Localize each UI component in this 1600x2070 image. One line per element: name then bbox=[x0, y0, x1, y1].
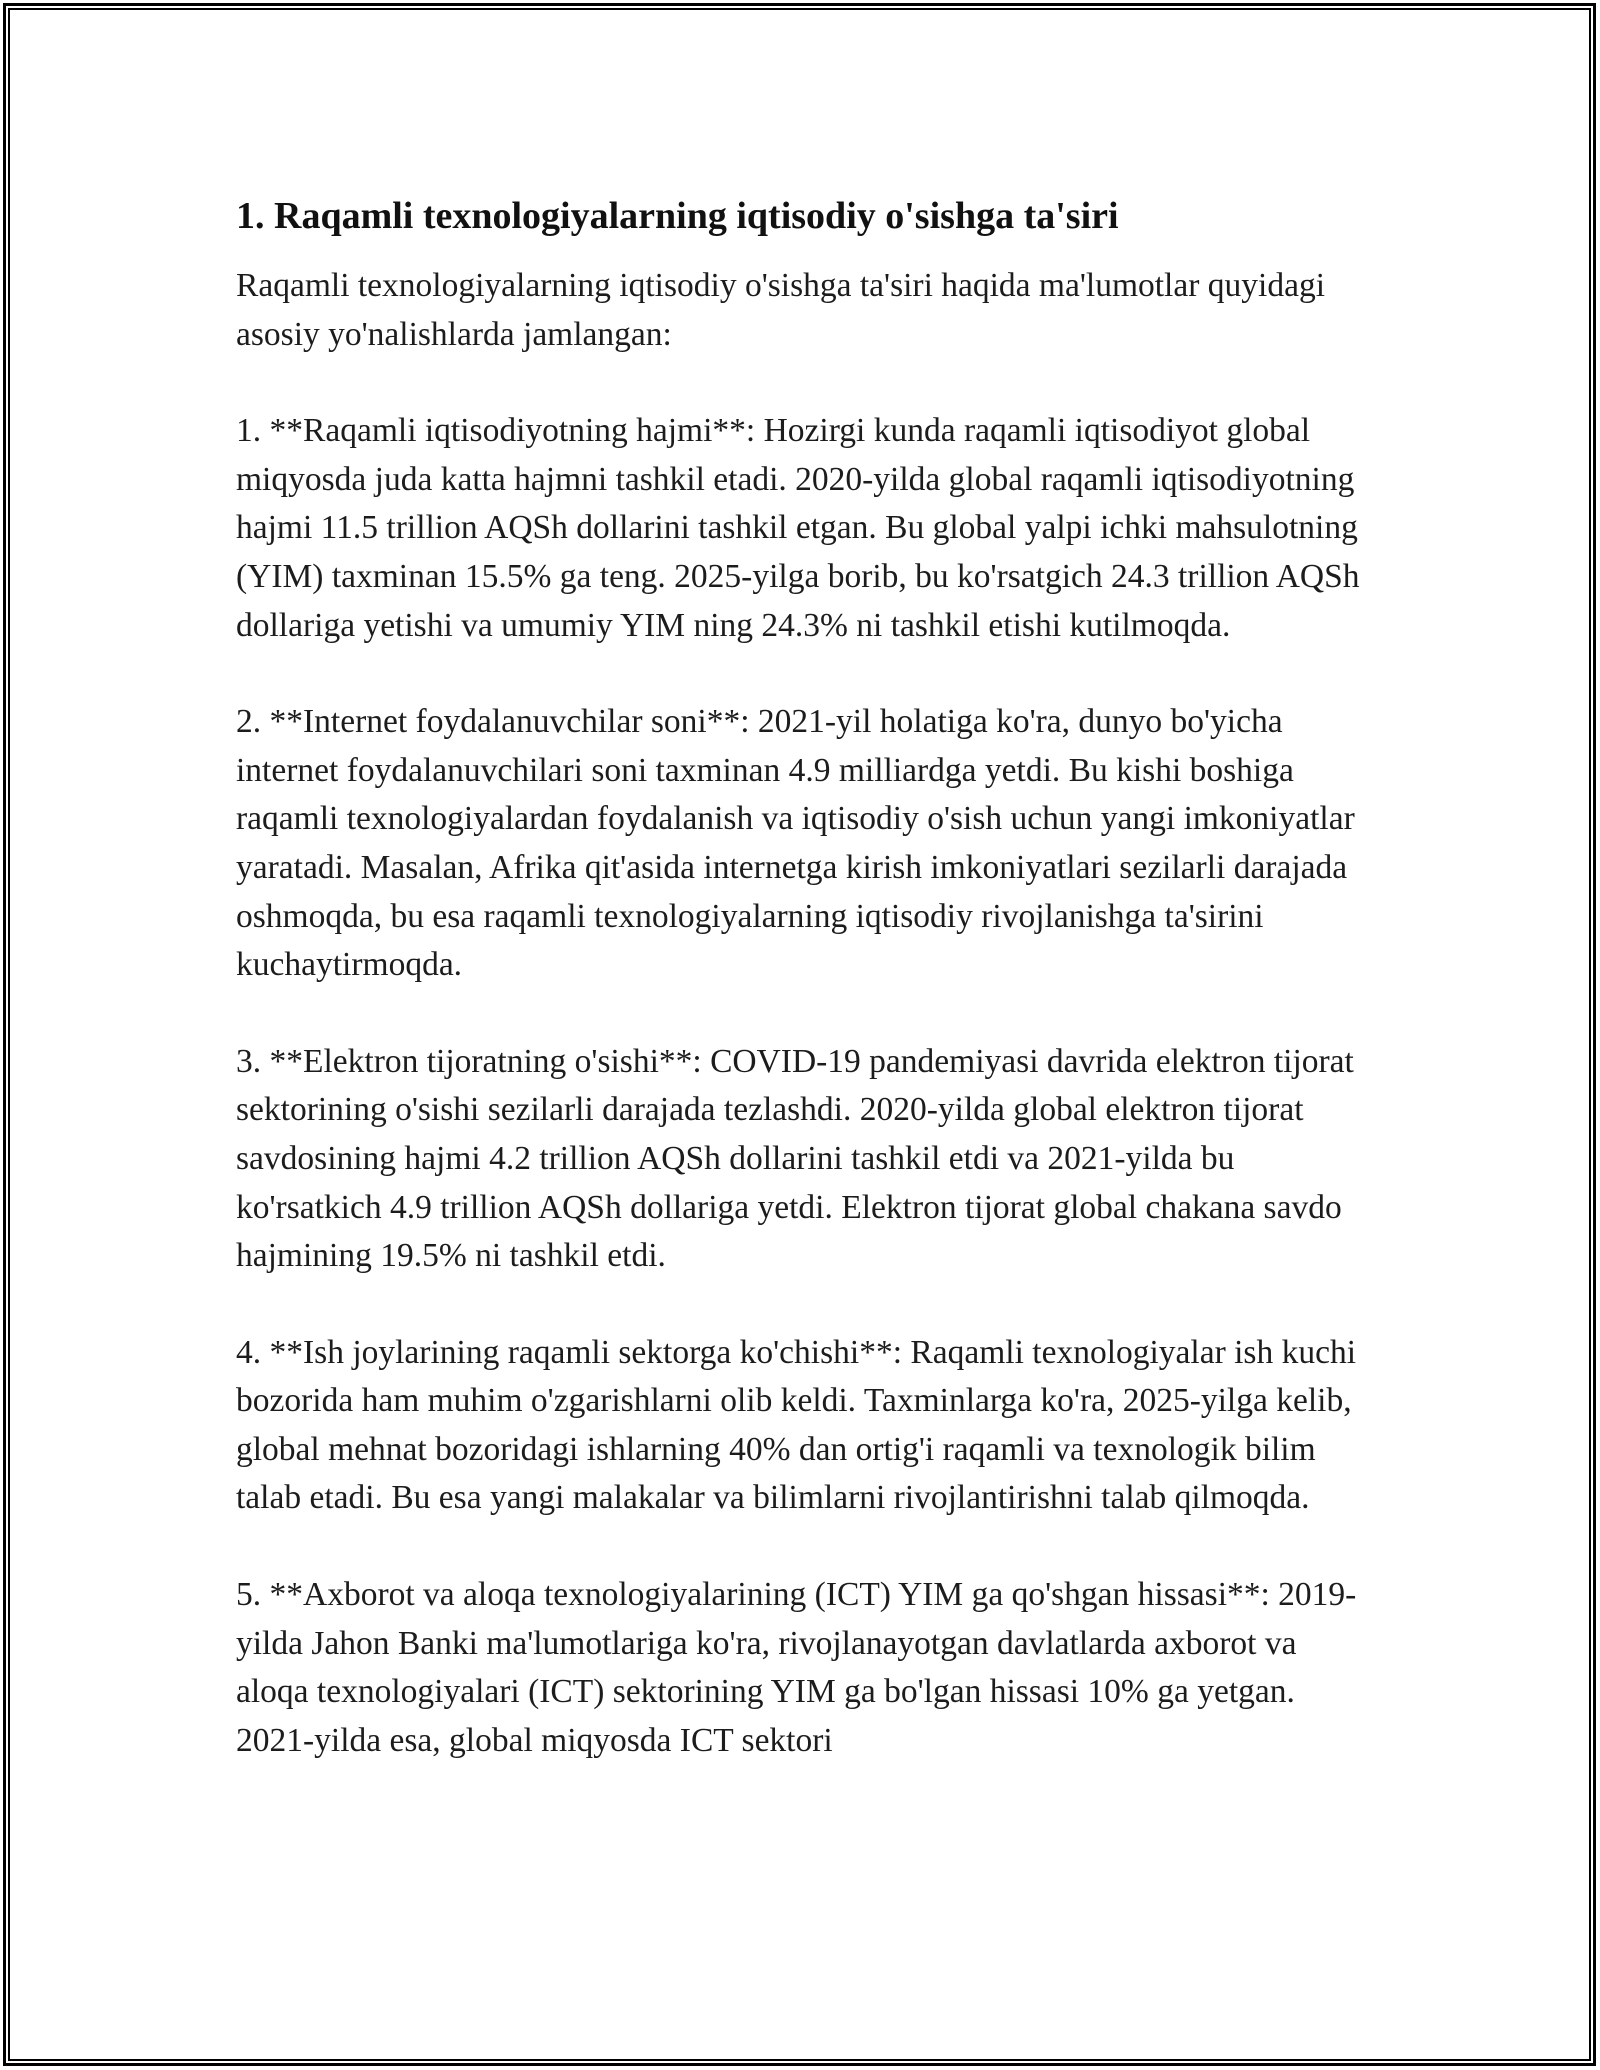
item-paragraph-4: 4. **Ish joylarining raqamli sektorga ko'chishi**: Raqamli texnologiyalar ish kuchi bozorida ham muhim o'zgarishlarni olib keldi. Taxminlarga ko'ra, 2025-yilga kelib, global mehnat bozoridagi ishlarning 40% dan ortig'i raqamli va texnologik bilim talab etadi. Bu esa yangi malakalar va bilimlarni rivojlantirishni talab qilmoqda. bbox=[236, 1333, 1357, 1517]
item-paragraph-1: 1. **Raqamli iqtisodiyotning hajmi**: Hozirgi kunda raqamli iqtisodiyot global miqyosda juda katta hajmni tashkil etadi. 2020-yilda global raqamli iqtisodiyotning hajmi 11.5 trillion AQSh dollarini tashkil etgan. Bu global yalpi ichki mahsulotning (YIM) taxminan 15.5% ga teng. 2025-yilga borib, bu ko'rsatgich 24.3 trillion AQSh dollariga yetishi va umumiy YIM ning 24.3% ni tashkil etishi kutilmoqda. bbox=[236, 412, 1360, 644]
document-body bbox=[236, 191, 1376, 1765]
intro-paragraph: Raqamli texnologiyalarning iqtisodiy o'sishga ta'siri haqida ma'lumotlar quyidagi asosiy yo'nalishlarda jamlangan: bbox=[236, 267, 1325, 353]
item-paragraph-5: 5. **Axborot va aloqa texnologiyalarining (ICT) YIM ga qo'shgan hissasi**: 2019-yilda Jahon Banki ma'lumotlariga ko'ra, rivojlanayotgan davlatlarda axborot va aloqa texnologiyalari (ICT) sektorining YIM ga bo'lgan hissasi 10% ga yetgan. 2021-yilda esa, global miqyosda ICT sektori bbox=[236, 1576, 1357, 1759]
item-paragraph-3: 3. **Elektron tijoratning o'sishi**: COVID-19 pandemiyasi davrida elektron tijorat sektorining o'sishi sezilarli darajada tezlashdi. 2020-yilda global elektron tijorat savdosining hajmi 4.2 trillion AQSh dollarini tashkil etdi va 2021-yilda bu ko'rsatkich 4.9 trillion AQSh dollariga yetdi. Elektron tijorat global chakana savdo hajmining 19.5% ni tashkil etdi. bbox=[236, 1042, 1354, 1275]
item-paragraph-2: 2. **Internet foydalanuvchilar soni**: 2021-yil holatiga ko'ra, dunyo bo'yicha internet foydalanuvchilari soni taxminan 4.9 milliardga yetdi. Bu kishi boshiga raqamli texnologiyalardan foydalanish va iqtisodiy o'sish uchun yangi imkoniyatlar yaratadi. Masalan, Afrika qit'asida internetga kirish imkoniyatlari sezilarli darajada oshmoqda, bu esa raqamli texnologiyalarning iqtisodiy rivojlanishga ta'sirini kuchaytirmoqda. bbox=[236, 703, 1355, 984]
section-heading: 1. Raqamli texnologiyalarning iqtisodiy o'sishga ta'siri bbox=[236, 195, 1119, 237]
